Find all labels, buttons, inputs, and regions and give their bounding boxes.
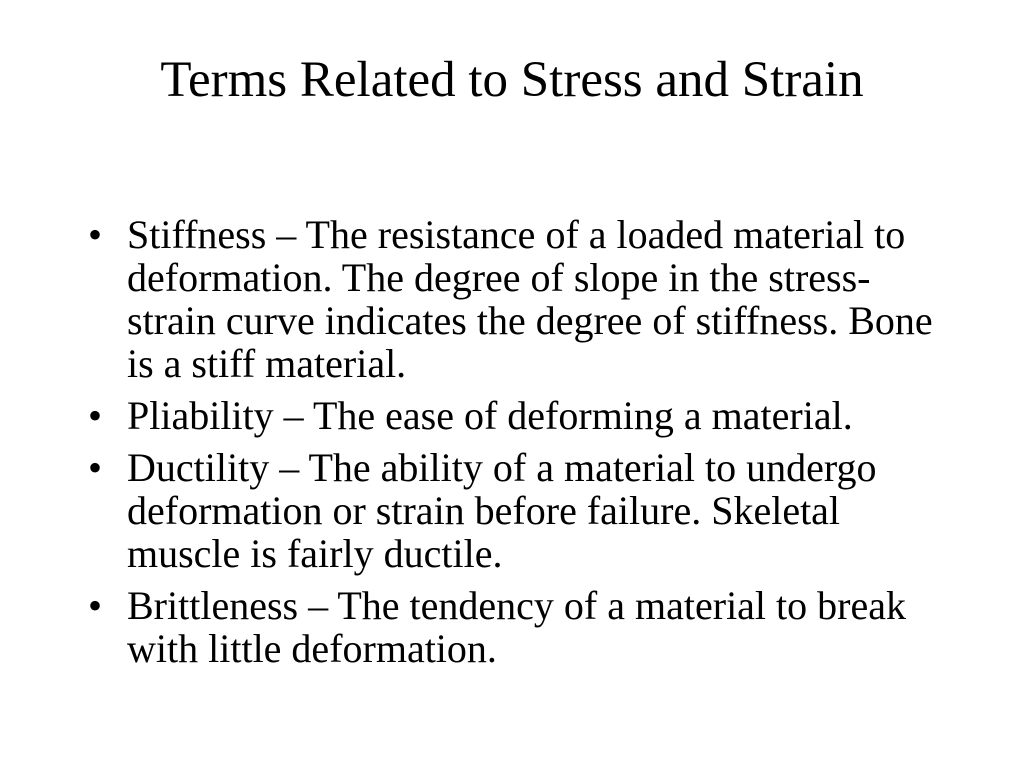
bullet-text-line: Stiffness – The resistance of a loaded material to — [127, 212, 906, 257]
bullet-mark: • — [88, 212, 103, 257]
bullet-item-brittleness — [88, 584, 988, 670]
bullet-mark: • — [88, 583, 103, 628]
bullet-text-line: Ductility – The ability of a material to undergo — [127, 445, 877, 490]
bullet-item-ductility — [88, 446, 988, 575]
bullet-item-pliability — [88, 394, 988, 437]
bullet-mark: • — [88, 445, 103, 490]
bullet-text-line: Pliability – The ease of deforming a material. — [127, 393, 853, 438]
bullet-item-stiffness — [88, 213, 988, 385]
bullet-text-line: with little deformation. — [127, 626, 497, 671]
bullet-text-line: is a stiff material. — [127, 341, 407, 386]
bullet-text-line: strain curve indicates the degree of stiffness. Bone — [127, 298, 933, 343]
bullet-text-line: Brittleness – The tendency of a material to break — [127, 583, 906, 628]
bullet-text-line: muscle is fairly ductile. — [127, 531, 503, 576]
slide-title: Terms Related to Stress and Strain — [160, 52, 864, 108]
bullet-mark: • — [88, 393, 103, 438]
bullet-list — [88, 213, 988, 670]
bullet-text-line: deformation or strain before failure. Skeletal — [127, 488, 841, 533]
bullet-text-line: deformation. The degree of slope in the stress- — [127, 255, 871, 300]
